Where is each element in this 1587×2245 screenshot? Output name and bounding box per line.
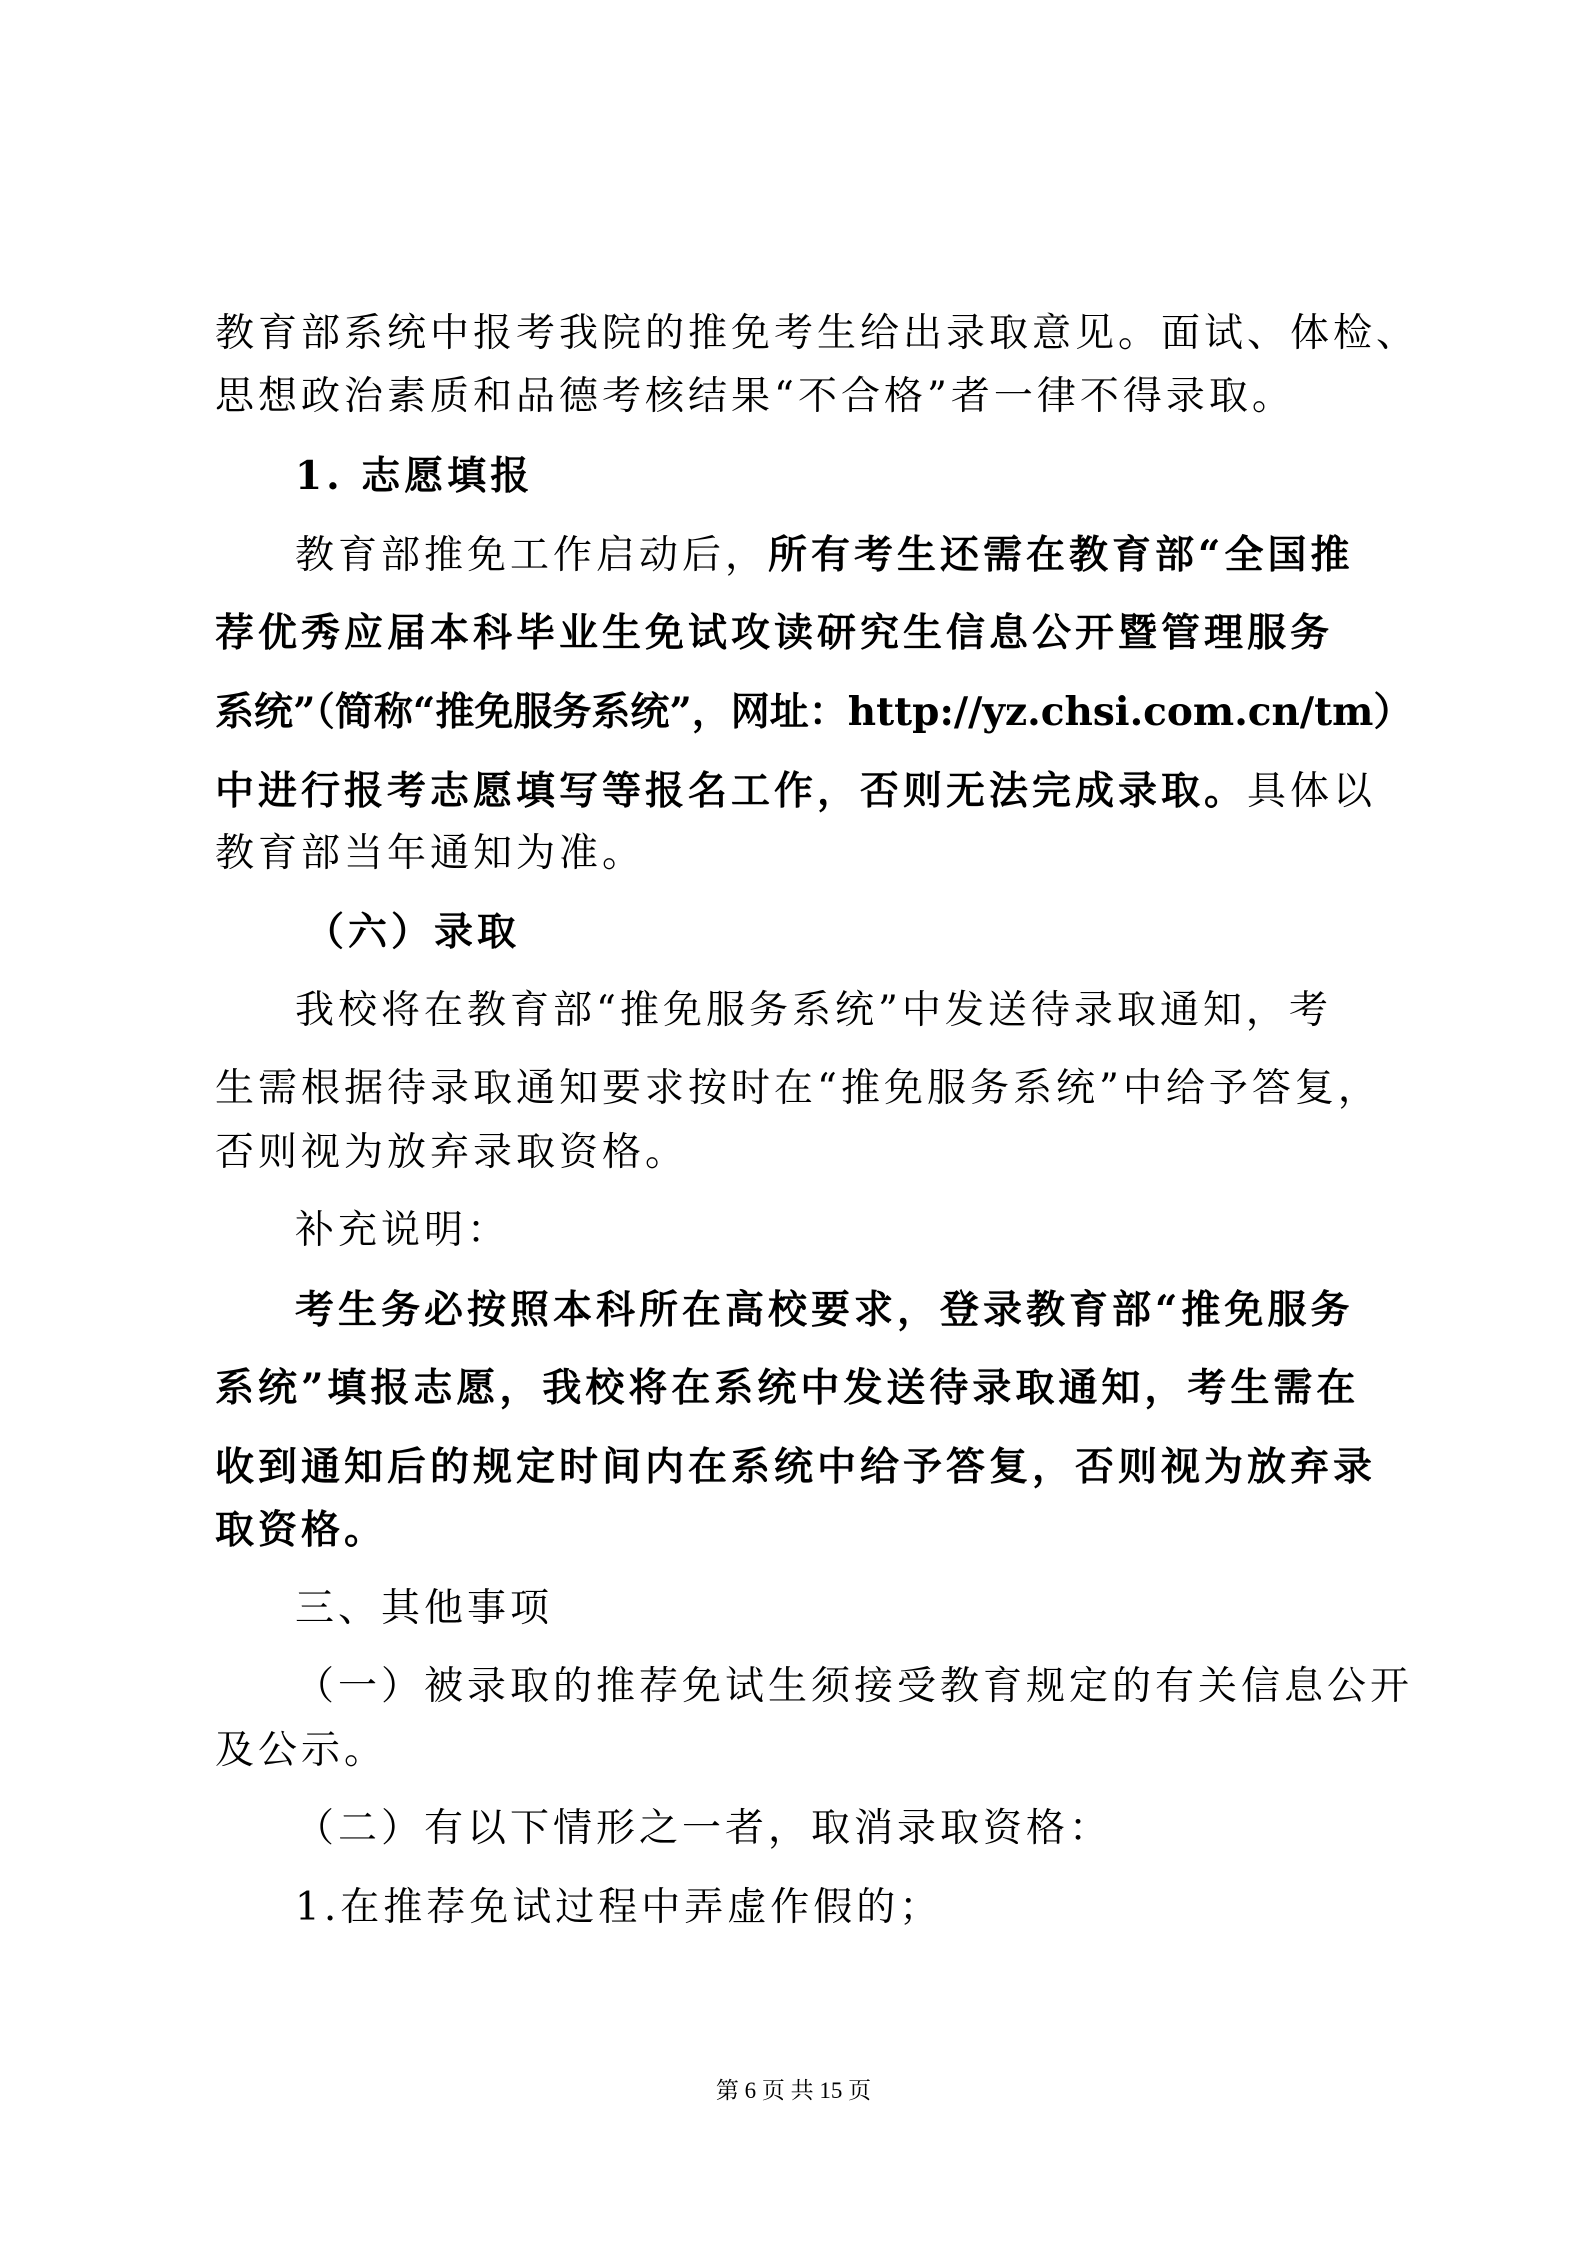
paragraph-line: （一）被录取的推荐免试生须接受教育规定的有关信息公开 xyxy=(295,1664,1414,1709)
section-heading: （六）录取 xyxy=(305,909,521,955)
paragraph-text-bold: 中进行报考志愿填写等报名工作，否则无法完成录取。 xyxy=(215,768,1248,814)
paragraph-line: 我校将在教育部“推免服务系统”中发送待录取通知，考 xyxy=(295,988,1332,1033)
paragraph-line xyxy=(215,767,1380,816)
paragraph-line: 收到通知后的规定时间内在系统中给予答复，否则视为放弃录 xyxy=(215,1444,1377,1490)
paragraph-line: 系统”填报志愿，我校将在系统中发送待录取通知，考生需在 xyxy=(215,1365,1360,1411)
paragraph-line: 1.在推荐免试过程中弄虚作假的； xyxy=(295,1885,943,1930)
section-heading: 三、其他事项 xyxy=(295,1586,554,1631)
paragraph-line: 及公示。 xyxy=(215,1728,388,1773)
paragraph-line: 教育部当年通知为准。 xyxy=(215,831,646,876)
paragraph-text: 具体以 xyxy=(1247,769,1377,814)
paragraph-line: 生需根据待录取通知要求按时在“推免服务系统”中给予答复， xyxy=(215,1066,1381,1111)
page-number-footer: 第 6 页 共 15 页 xyxy=(715,2078,872,2103)
section-heading: 1. 志愿填报 xyxy=(295,453,534,499)
paragraph-line xyxy=(295,531,1460,580)
paragraph-line: （二）有以下情形之一者，取消录取资格： xyxy=(295,1806,1113,1851)
paragraph-line: 思想政治素质和品德考核结果“不合格”者一律不得录取。 xyxy=(215,374,1295,419)
paragraph-line: 系统”（简称“推免服务系统”，网址：http://yz.chsi.com.cn/tm） xyxy=(215,689,1413,735)
paragraph-line: 教育部系统中报考我院的推免考生给出录取意见。面试、体检、 xyxy=(215,311,1420,356)
paragraph-line: 否则视为放弃录取资格。 xyxy=(215,1130,689,1175)
paragraph-line: 荐优秀应届本科毕业生免试攻读研究生信息公开暨管理服务 xyxy=(215,610,1334,656)
paragraph-line: 考生务必按照本科所在高校要求，登录教育部“推免服务 xyxy=(295,1287,1354,1333)
paragraph-text-bold: 所有考生还需在教育部“全国推 xyxy=(768,532,1354,578)
supplementary-title: 补充说明： xyxy=(295,1208,511,1253)
paragraph-line: 取资格。 xyxy=(215,1507,388,1553)
paragraph-text: 教育部推免工作启动后， xyxy=(295,533,769,578)
